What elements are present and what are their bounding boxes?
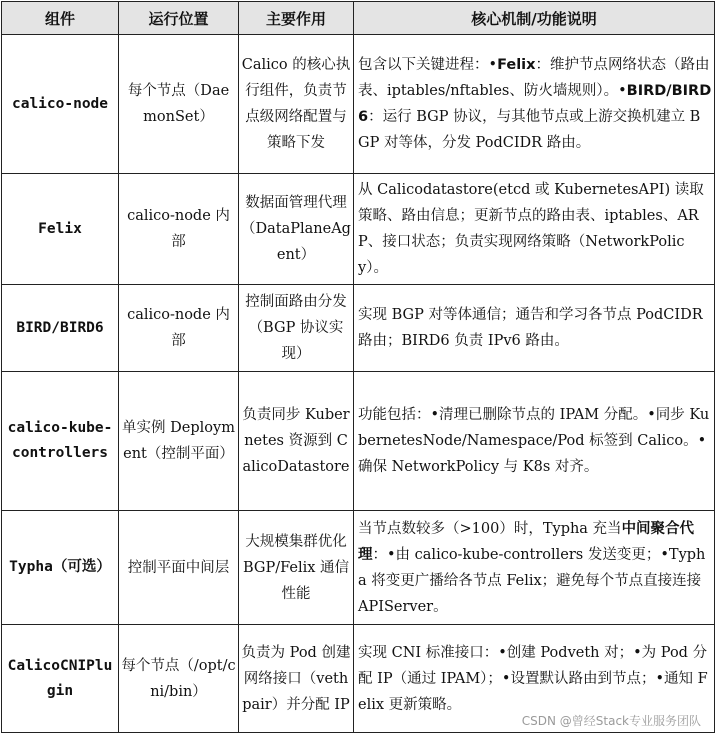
- header-component: 组件: [2, 2, 119, 35]
- watermark: CSDN @曾经Stack专业服务团队: [521, 714, 701, 728]
- table-row: [2, 285, 715, 372]
- component-name: calico-kube-controllers: [2, 372, 119, 511]
- component-name: Typha（可选）: [2, 511, 119, 625]
- table-row: [2, 174, 715, 285]
- description-text: ：•由 calico-kube-controllers 发送变更；•Typha 将变更广播给各节点 Felix；避免每个节点直接连接 APIServer。: [358, 546, 706, 615]
- header-row: [2, 2, 715, 35]
- header-role: 主要作用: [239, 2, 354, 35]
- main-role: 负责为 Pod 创建网络接口（vethpair）并分配 IP: [239, 625, 354, 733]
- main-role: 数据面管理代理（DataPlaneAgent）: [239, 174, 354, 285]
- description: [354, 174, 715, 285]
- description-bold: BIRD/BIRD6: [358, 83, 712, 125]
- description-bold: 中间聚合代理: [358, 520, 695, 563]
- component-name: CalicoCNIPlugin: [2, 625, 119, 733]
- table-row: [2, 372, 715, 511]
- description: [354, 285, 715, 372]
- description-text: ：维护节点网络状态（路由表、iptables/nftables、防火墙规则）。•: [358, 57, 710, 99]
- component-name: Felix: [2, 174, 119, 285]
- main-role: 大规模集群优化 BGP/Felix 通信性能: [239, 511, 354, 625]
- component-table: [1, 1, 715, 733]
- description-bold: Felix: [497, 57, 536, 73]
- description-text: 功能包括：•清理已删除节点的 IPAM 分配。•同步 KubernetesNode/Namespace/Pod 标签到 Calico。•确保 NetworkPolicy 与 K8s 对齐。: [358, 407, 710, 475]
- main-role: 控制面路由分发（BGP 协议实现）: [239, 285, 354, 372]
- description-text: 包含以下关键进程：•: [358, 57, 498, 73]
- header-description: 核心机制/功能说明: [354, 2, 715, 35]
- run-location: 控制平面中间层: [119, 511, 239, 625]
- component-name: calico-node: [2, 35, 119, 174]
- run-location: 每个节点（DaemonSet）: [119, 35, 239, 174]
- component-name: BIRD/BIRD6: [2, 285, 119, 372]
- run-location: 每个节点（/opt/cni/bin）: [119, 625, 239, 733]
- description-text: 当节点数较多（>100）时，Typha 充当: [358, 520, 622, 537]
- run-location: 单实例 Deployment（控制平面）: [119, 372, 239, 511]
- description-text: 从 Calicodatastore(etcd 或 KubernetesAPI) 读取策略、路由信息；更新节点的路由表、iptables、ARP、接口状态；负责实现网络策略（NetworkPolicy）。: [358, 182, 704, 276]
- table-row: [2, 511, 715, 625]
- main-role: Calico 的核心执行组件，负责节点级网络配置与策略下发: [239, 35, 354, 174]
- description-text: ：运行 BGP 协议，与其他节点或上游交换机建立 BGP 对等体，分发 PodCIDR 路由。: [358, 109, 701, 151]
- main-role: 负责同步 Kubernetes 资源到 CalicoDatastore: [239, 372, 354, 511]
- run-location: calico-node 内部: [119, 285, 239, 372]
- table-row: [2, 35, 715, 174]
- description: [354, 372, 715, 511]
- description-text: 实现 BGP 对等体通信；通告和学习各节点 PodCIDR 路由；BIRD6 负责 IPv6 路由。: [358, 307, 703, 349]
- description: [354, 511, 715, 625]
- run-location: calico-node 内部: [119, 174, 239, 285]
- description-text: 实现 CNI 标准接口：•创建 Podveth 对；•为 Pod 分配 IP（通过 IPAM）；•设置默认路由到节点；•通知 Felix 更新策略。: [358, 644, 708, 713]
- description: [354, 35, 715, 174]
- header-location: 运行位置: [119, 2, 239, 35]
